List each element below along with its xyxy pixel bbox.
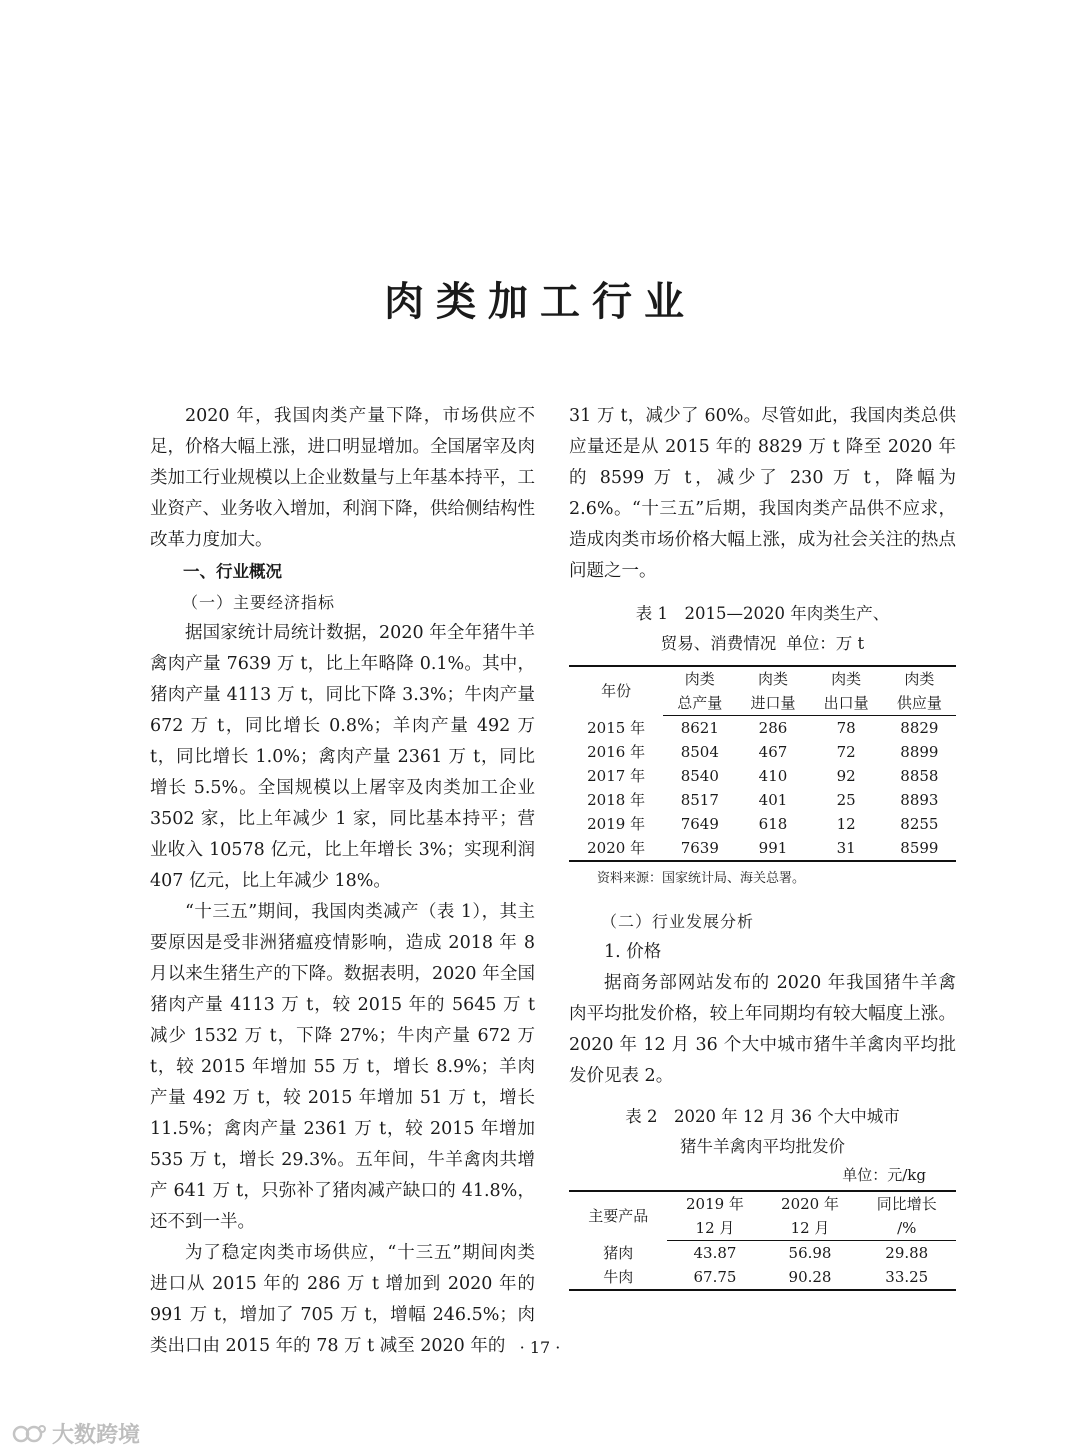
table-cell: 2017 年: [587, 767, 646, 785]
paragraph: 31 万 t，减少了 60%。尽管如此，我国肉类总供应量还是从 2015 年的 8829 万 t 降至 2020 年的 8599 万 t，减少了 230 万 t，降幅为 2.6%。“十三五”后期，我国肉类产品供不应求，造成肉类市场价格大幅上涨，成为社会关注的热点问题之一。: [569, 406, 956, 581]
subsection-heading: （一）主要经济指标: [182, 593, 336, 612]
table-cell: 25: [836, 791, 856, 809]
table-row: [569, 764, 956, 788]
table-cell: 8621: [680, 719, 719, 737]
table-cell: 8899: [900, 743, 939, 761]
table-header: 2020 年: [762, 1191, 857, 1216]
table-cell: 90.28: [762, 1265, 857, 1290]
table-row: [569, 740, 956, 764]
table-row: [569, 1265, 956, 1290]
table1: [569, 665, 956, 862]
table-header: 主要产品: [569, 1191, 667, 1241]
table-cell: 618: [758, 815, 788, 833]
watermark-text: 大数跨境: [52, 1423, 141, 1448]
paragraph: 据商务部网站发布的 2020 年我国猪牛羊禽肉平均批发价格，较上年同期均有较大幅度上涨。2020 年 12 月 36 个大中城市猪牛羊禽肉平均批发价见表 2。: [569, 973, 956, 1086]
table-header: 肉类: [883, 666, 956, 691]
table-header: 进口量: [736, 691, 809, 716]
table1-caption: [569, 599, 956, 659]
table-cell: 43.87: [693, 1244, 737, 1262]
table-row: [569, 812, 956, 836]
table-header: 12 月: [667, 1216, 762, 1241]
table-cell: 78: [836, 719, 856, 737]
table2-caption-line2: 猪牛羊禽肉平均批发价: [680, 1137, 845, 1156]
paragraph: 2020 年，我国肉类产量下降，市场供应不足，价格大幅上涨，进口明显增加。全国屠宰及肉类加工行业规模以上企业数量与上年基本持平，工业资产、业务收入增加，利润下降，供给侧结构性改革力度加大。: [150, 406, 535, 550]
table-cell: 8504: [680, 743, 719, 761]
table-cell: 8517: [680, 791, 719, 809]
table-cell: 12: [836, 815, 856, 833]
table-row: [569, 716, 956, 741]
table2: [569, 1190, 956, 1291]
table-cell: 72: [836, 743, 856, 761]
table-cell: 8858: [900, 767, 939, 785]
table-cell: 7649: [680, 815, 719, 833]
page-title: 肉类加工行业: [384, 279, 696, 325]
table-cell: 7639: [663, 836, 736, 861]
table-header: 2019 年: [667, 1191, 762, 1216]
table-cell: 牛肉: [569, 1265, 667, 1290]
watermark-logo-icon: [12, 1421, 46, 1447]
table2-caption-line1: 表 2 2020 年 12 月 36 个大中城市: [625, 1107, 900, 1126]
paragraph: 据国家统计局统计数据，2020 年全年猪牛羊禽肉产量 7639 万 t，比上年略降 0.1%。其中，猪肉产量 4113 万 t，同比下降 3.3%；牛肉产量 672 万 t，同比增长 0.8%；羊肉产量 492 万 t，同比增长 1.0%；禽肉产量 2361 万 t，同比增长 5.5%。全国规模以上屠宰及肉类加工企业 3502 家，比上年减少 1 家，同比基本持平；营业收入 10578 亿元，比上年增长 3%；实现利润 407 亿元，比上年减少 18%。: [150, 623, 535, 891]
table-header: 肉类: [736, 666, 809, 691]
table-cell: 67.75: [667, 1265, 762, 1290]
table-cell: 8829: [900, 719, 939, 737]
table-cell: 467: [758, 743, 788, 761]
table2-caption: [569, 1102, 956, 1162]
table-cell: 401: [758, 791, 788, 809]
table-cell: 2015 年: [587, 718, 646, 737]
paragraph: “十三五”期间，我国肉类减产（表 1），其主要原因是受非洲猪瘟疫情影响，造成 2018 年 8 月以来生猪生产的下降。数据表明，2020 年全国猪肉产量 4113 万 t，较 2015 年的 5645 万 t 减少 1532 万 t，下降 27%；牛肉产量 672 万 t，较 2015 年增加 55 万 t，增长 8.9%；羊肉产量 492 万 t，较 2015 年增加 51 万 t，增长 11.5%；禽肉产量 2361 万 t，较 2015 年增加 535 万 t，增长 29.3%。五年间，牛羊禽肉共增产 641 万 t，只弥补了猪肉减产缺口的 41.8%，还不到一半。: [150, 902, 535, 1232]
table-cell: 2016 年: [587, 743, 646, 761]
table-header: 年份: [569, 666, 663, 716]
table-cell: 2019 年: [587, 815, 646, 833]
left-column: [150, 401, 535, 1362]
table-cell: 31: [810, 836, 883, 861]
table2-unit: 单位：元/kg: [842, 1166, 926, 1184]
table-header: /%: [858, 1216, 956, 1241]
table-cell: 猪肉: [603, 1243, 634, 1262]
table1-caption-line2: 贸易、消费情况: [660, 634, 777, 653]
table-header: 总产量: [663, 691, 736, 716]
subsection-heading: （二）行业发展分析: [601, 912, 755, 931]
table-cell: 8255: [900, 815, 939, 833]
table-cell: 29.88: [885, 1244, 929, 1262]
table-row: [569, 1241, 956, 1266]
table1-source: 资料来源：国家统计局、海关总署。: [597, 871, 806, 886]
table-header: 供应量: [883, 691, 956, 716]
table-cell: 92: [836, 767, 856, 785]
table-cell: 2018 年: [587, 791, 646, 809]
right-column: [569, 401, 956, 1291]
table1-caption-line1: 表 1 2015—2020 年肉类生产、: [635, 604, 890, 623]
table-cell: 56.98: [788, 1244, 832, 1262]
table-cell: 2020 年: [569, 836, 663, 861]
paragraph: 为了稳定肉类市场供应，“十三五”期间肉类进口从 2015 年的 286 万 t 增加到 2020 年的 991 万 t，增加了 705 万 t，增幅 246.5%；肉类出口由 2015 年的 78 万 t 减至 2020 年的: [150, 1243, 535, 1356]
table-cell: 8599: [883, 836, 956, 861]
section-heading: 一、行业概况: [183, 562, 282, 581]
page-number: · 17 ·: [519, 1338, 561, 1357]
table-header: 12 月: [762, 1216, 857, 1241]
watermark: [12, 1418, 140, 1449]
table-cell: 410: [758, 767, 788, 785]
table-cell: 8893: [900, 791, 939, 809]
table-cell: 286: [758, 719, 788, 737]
table1-unit: 单位：万 t: [786, 634, 865, 653]
table-row: [569, 836, 956, 861]
numbered-heading: 1. 价格: [604, 942, 662, 962]
table-header: 肉类: [810, 666, 883, 691]
table-cell: 8540: [680, 767, 719, 785]
table-cell: 33.25: [858, 1265, 956, 1290]
table-row: [569, 788, 956, 812]
table-header: 肉类: [663, 666, 736, 691]
table-cell: 991: [736, 836, 809, 861]
table-header: 同比增长: [858, 1191, 956, 1216]
table-header: 出口量: [810, 691, 883, 716]
